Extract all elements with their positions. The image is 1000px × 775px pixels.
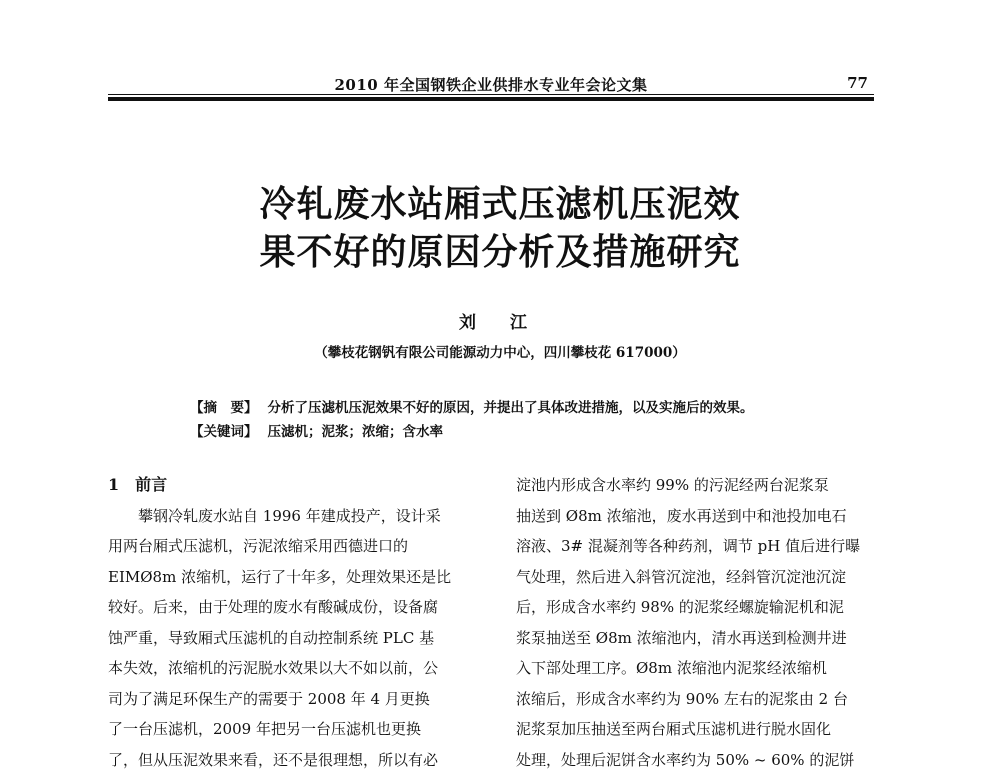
journal-title: 2010 年全国钢铁企业供排水专业年会论文集 xyxy=(108,74,874,95)
keywords-label: 【关键词】 xyxy=(190,424,258,440)
body-line: 溶液、3# 混凝剂等各种药剂，调节 pH 值后进行曝 xyxy=(516,531,888,562)
body-column-left xyxy=(108,470,480,775)
body-line: 用两台厢式压滤机，污泥浓缩采用西德进口的 xyxy=(108,531,480,562)
body-line: 浆泵抽送至 Ø8m 浓缩池内，清水再送到检测井进 xyxy=(516,623,888,654)
body-line: EIMØ8m 浓缩机，运行了十年多，处理效果还是比 xyxy=(108,562,480,593)
running-head xyxy=(108,72,874,100)
body-line: 淀池内形成含水率约 99% 的污泥经两台泥浆泵 xyxy=(516,470,888,501)
abstract-text: 分析了压滤机压泥效果不好的原因，并提出了具体改进措施，以及实施后的效果。 xyxy=(268,400,754,416)
paper-title-line-1: 冷轧废水站厢式压滤机压泥效 xyxy=(150,176,850,227)
body-line: 蚀严重，导致厢式压滤机的自动控制系统 PLC 基 xyxy=(108,623,480,654)
body-line: 浓缩后，形成含水率约为 90% 左右的泥浆由 2 台 xyxy=(516,684,888,715)
section-heading: 1 前言 xyxy=(108,470,480,501)
body-line: 处理，处理后泥饼含水率约为 50% ~ 60% 的泥饼 xyxy=(516,745,888,775)
body-line: 了，但从压泥效果来看，还不是很理想，所以有必 xyxy=(108,745,480,775)
body-line: 本失效，浓缩机的污泥脱水效果以大不如以前，公 xyxy=(108,653,480,684)
header-rule-thick xyxy=(108,97,874,101)
body-line: 较好。后来，由于处理的废水有酸碱成份，设备腐 xyxy=(108,592,480,623)
keywords xyxy=(190,420,850,440)
body-line: 抽送到 Ø8m 浓缩池，废水再送到中和池投加电石 xyxy=(516,501,888,532)
author-affiliation: （攀枝花钢钒有限公司能源动力中心，四川攀枝花 617000） xyxy=(0,341,1000,361)
body-line: 了一台压滤机，2009 年把另一台压滤机也更换 xyxy=(108,714,480,745)
body-line: 后，形成含水率约 98% 的泥浆经螺旋输泥机和泥 xyxy=(516,592,888,623)
abstract xyxy=(190,396,850,416)
header-rule-thin xyxy=(108,94,874,95)
body-line: 司为了满足环保生产的需要于 2008 年 4 月更换 xyxy=(108,684,480,715)
paper-title-line-2: 果不好的原因分析及措施研究 xyxy=(150,224,850,275)
body-line: 攀钢冷轧废水站自 1996 年建成投产，设计采 xyxy=(108,501,480,532)
keywords-text: 压滤机；泥浆；浓缩；含水率 xyxy=(268,424,444,440)
page-number: 77 xyxy=(847,74,868,92)
abstract-label: 【摘 要】 xyxy=(190,400,258,416)
body-line: 泥浆泵加压抽送至两台厢式压滤机进行脱水固化 xyxy=(516,714,888,745)
body-column-right xyxy=(516,470,888,775)
body-line: 气处理，然后进入斜管沉淀池，经斜管沉淀池沉淀 xyxy=(516,562,888,593)
body-line: 入下部处理工序。Ø8m 浓缩池内泥浆经浓缩机 xyxy=(516,653,888,684)
author-name: 刘 江 xyxy=(0,308,1000,333)
